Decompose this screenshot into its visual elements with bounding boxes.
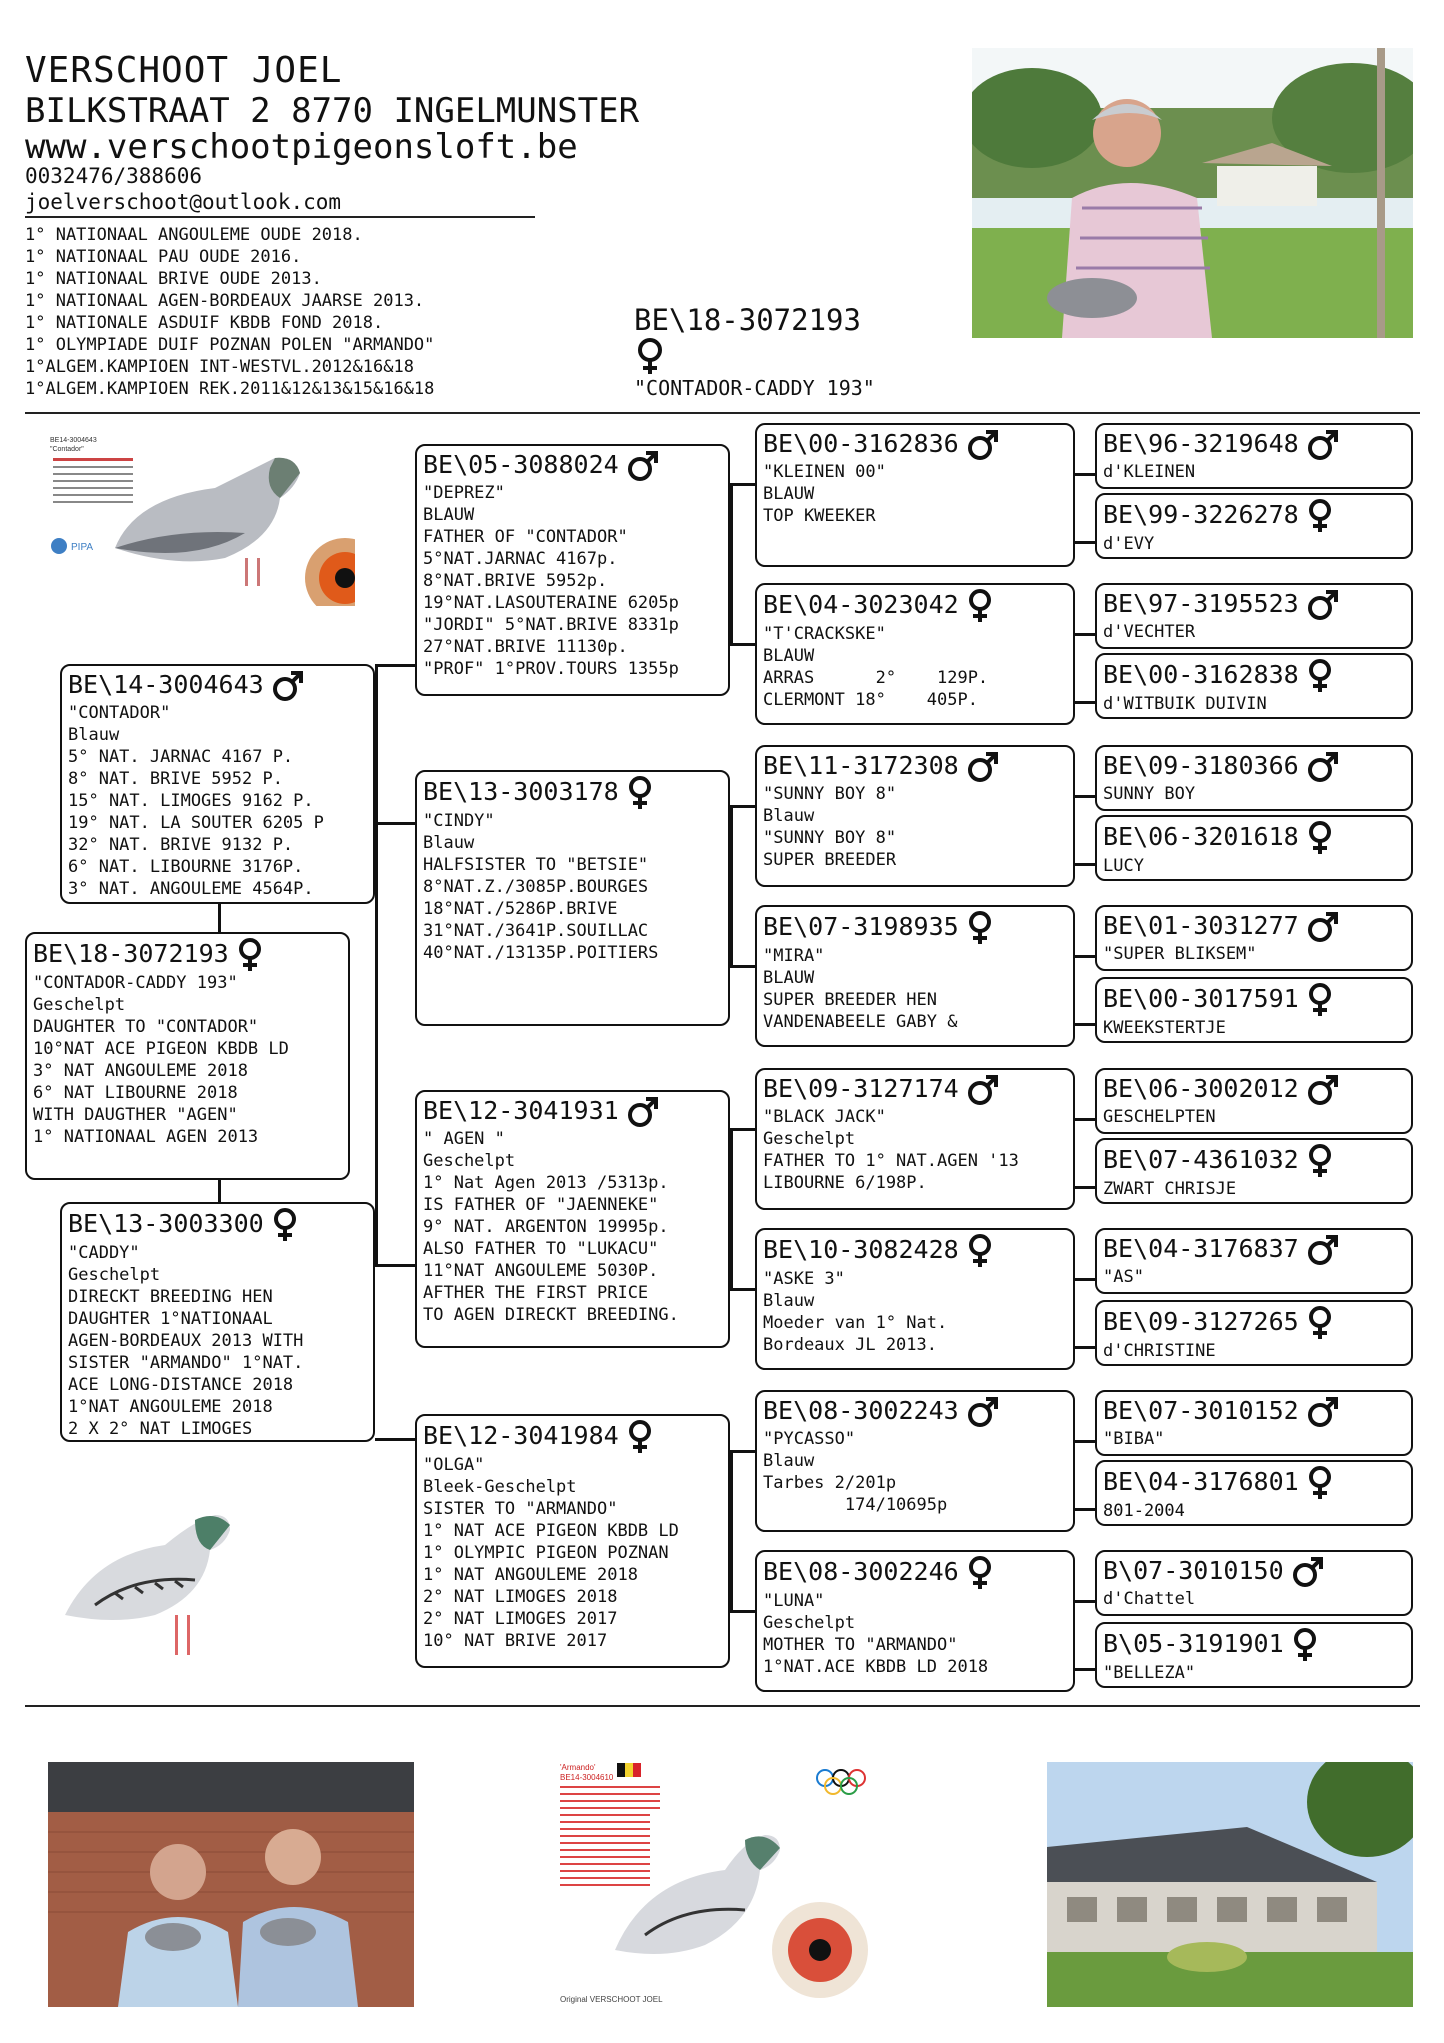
female-icon [264, 1209, 298, 1238]
ring-number: BE\04-3176801 [1103, 1467, 1299, 1496]
pedigree-line: VANDENABEELE GABY & [763, 1012, 958, 1032]
pedigree-line: 32° NAT. BRIVE 9132 P. [68, 835, 294, 855]
pedigree-line: SUPER BREEDER HEN [763, 990, 937, 1010]
male-icon [959, 1074, 999, 1103]
pedigree-line: Geschelpt [423, 1151, 516, 1171]
pedigree-line: 10° NAT BRIVE 2017 [423, 1631, 608, 1651]
pedigree-line: Moeder van 1° Nat. [763, 1313, 948, 1333]
pedigree-line: Geschelpt [763, 1129, 856, 1149]
pedigree-line: AGEN-BORDEAUX 2013 WITH [68, 1331, 304, 1351]
pedigree-box-gen3 [755, 905, 1075, 1047]
divider-bottom [25, 1705, 1420, 1707]
pedigree-box-gen4 [1095, 1300, 1413, 1366]
pedigree-line: WITH DAUGTHER "AGEN" [33, 1105, 238, 1125]
pedigree-line: 1° Nat Agen 2013 /5313p. [423, 1173, 669, 1193]
pedigree-line: "AS" [1103, 1267, 1144, 1287]
female-icon [959, 590, 993, 619]
pedigree-line: d'Chattel [1103, 1589, 1196, 1609]
pedigree-box-gen4 [1095, 1068, 1413, 1134]
armando-card-name: 'Armando' [560, 1763, 596, 1772]
female-icon [1299, 984, 1333, 1013]
male-icon [959, 429, 999, 458]
pedigree-line: 2° NAT LIMOGES 2018 [423, 1587, 618, 1607]
pedigree-line: 1° NATIONAAL AGEN 2013 [33, 1127, 259, 1147]
pedigree-box-dam [60, 1202, 375, 1442]
pedigree-line: BLAUW [763, 646, 815, 666]
pedigree-line: 1°NAT ANGOULEME 2018 [68, 1397, 273, 1417]
pedigree-box-gen4 [1095, 977, 1413, 1043]
pedigree-line: DIRECKT BREEDING HEN [68, 1287, 273, 1307]
pedigree-line: 8° NAT. BRIVE 5952 P. [68, 769, 283, 789]
pedigree-line: "OLGA" [423, 1455, 485, 1475]
male-icon [264, 670, 304, 699]
pedigree-line: 19° NAT. LA SOUTER 6205 P [68, 813, 324, 833]
ring-number: BE\10-3082428 [763, 1235, 959, 1264]
pedigree-line: TO AGEN DIRECKT BREEDING. [423, 1305, 679, 1325]
ring-number: BE\12-3041931 [423, 1096, 619, 1125]
ring-number: BE\07-4361032 [1103, 1145, 1299, 1174]
pedigree-box-gen3 [755, 745, 1075, 887]
pedigree-line: 9° NAT. ARGENTON 19995p. [423, 1217, 669, 1237]
ring-number: BE\14-3004643 [68, 670, 264, 699]
pedigree-box-gen3 [755, 423, 1075, 567]
pedigree-line: Bleek-Geschelpt [423, 1477, 577, 1497]
subject-name: "CONTADOR-CADDY 193" [634, 376, 875, 400]
ring-number: B\05-3191901 [1103, 1629, 1284, 1658]
female-icon [1299, 500, 1333, 529]
pedigree-box-sire [60, 664, 375, 904]
ring-number: BE\05-3088024 [423, 450, 619, 479]
pedigree-line: 18°NAT./5286P.BRIVE [423, 899, 618, 919]
pedigree-line: d'WITBUIK DUIVIN [1103, 694, 1267, 714]
pedigree-line: 1° NAT ANGOULEME 2018 [423, 1565, 638, 1585]
pedigree-line: "MIRA" [763, 946, 825, 966]
pedigree-line: "SUNNY BOY 8" [763, 828, 897, 848]
pedigree-line: 6° NAT. LIBOURNE 3176P. [68, 857, 304, 877]
card-ring-text: BE14-3004643 [50, 437, 97, 444]
female-icon [1299, 660, 1333, 689]
pedigree-box-gen4 [1095, 1550, 1413, 1616]
achievement-item: 1° NATIONAAL AGEN-BORDEAUX JAARSE 2013. [25, 291, 425, 311]
pedigree-line: HALFSISTER TO "BETSIE" [423, 855, 649, 875]
pedigree-box-gen4 [1095, 1622, 1413, 1688]
pedigree-box-gen4 [1095, 423, 1413, 489]
pedigree-line: MOTHER TO "ARMANDO" [763, 1635, 958, 1655]
pedigree-line: "JORDI" 5°NAT.BRIVE 8331p [423, 615, 679, 635]
pedigree-line: LUCY [1103, 856, 1144, 876]
pedigree-line: ALSO FATHER TO "LUKACU" [423, 1239, 659, 1259]
pedigree-box-gen4 [1095, 1138, 1413, 1204]
ring-number: BE\06-3201618 [1103, 822, 1299, 851]
pedigree-line: ACE LONG-DISTANCE 2018 [68, 1375, 294, 1395]
pedigree-line: SISTER TO "ARMANDO" [423, 1499, 618, 1519]
female-icon [959, 1235, 993, 1264]
male-icon [1284, 1556, 1324, 1585]
pedigree-line: d'CHRISTINE [1103, 1341, 1216, 1361]
pedigree-line: 174/10695p [763, 1495, 948, 1515]
pedigree-line: SISTER "ARMANDO" 1°NAT. [68, 1353, 304, 1373]
divider-top [25, 412, 1420, 414]
male-icon [619, 450, 659, 479]
card-name-text: "Contador" [50, 446, 84, 453]
pedigree-line: FATHER OF "CONTADOR" [423, 527, 628, 547]
breeder-email[interactable]: joelverschoot@outlook.com [25, 190, 342, 214]
achievements-list [25, 224, 434, 400]
male-icon [1299, 751, 1339, 780]
pedigree-line: 1° OLYMPIC PIGEON POZNAN [423, 1543, 669, 1563]
contador-photo-card [45, 428, 355, 606]
pedigree-line: "CONTADOR" [68, 703, 171, 723]
pedigree-line: BLAUW [763, 968, 815, 988]
pedigree-line: "CADDY" [68, 1243, 140, 1263]
pedigree-line: "T'CRACKSKE" [763, 624, 886, 644]
breeder-website[interactable]: www.verschootpigeonsloft.be [25, 127, 578, 167]
armando-pigeon-card [555, 1760, 885, 2010]
pedigree-line: DAUGHTER 1°NATIONAAL [68, 1309, 273, 1329]
pedigree-line: "LUNA" [763, 1591, 825, 1611]
pedigree-line: CLERMONT 18° 405P. [763, 690, 978, 710]
pedigree-line: Blauw [423, 833, 475, 853]
ring-number: BE\08-3002246 [763, 1557, 959, 1586]
ring-number: BE\04-3023042 [763, 590, 959, 619]
ring-number: BE\09-3127265 [1103, 1307, 1299, 1336]
female-icon [1299, 1467, 1333, 1496]
pedigree-box-gen2 [415, 444, 730, 696]
ring-number: BE\00-3162838 [1103, 660, 1299, 689]
achievement-item: 1° OLYMPIADE DUIF POZNAN POLEN "ARMANDO" [25, 335, 435, 355]
breeder-address: BILKSTRAAT 2 8770 INGELMUNSTER [25, 91, 640, 131]
ring-number: BE\13-3003300 [68, 1209, 264, 1238]
pedigree-line: Geschelpt [763, 1613, 856, 1633]
pedigree-box-gen3 [755, 1228, 1075, 1370]
male-icon [1299, 1074, 1339, 1103]
female-icon [959, 912, 993, 941]
pedigree-box-self [25, 932, 350, 1180]
achievement-item: 1°ALGEM.KAMPIOEN INT-WESTVL.2012&16&18 [25, 357, 414, 377]
pedigree-line: 801-2004 [1103, 1501, 1185, 1521]
pedigree-line: "KLEINEN 00" [763, 462, 886, 482]
pedigree-line: 11°NAT ANGOULEME 5030P. [423, 1261, 659, 1281]
breeder-name: VERSCHOOT JOEL [25, 50, 343, 91]
female-icon [1299, 1145, 1333, 1174]
ring-number: B\07-3010150 [1103, 1556, 1284, 1585]
pedigree-line: ZWART CHRISJE [1103, 1179, 1237, 1199]
pedigree-box-gen3 [755, 1550, 1075, 1692]
pedigree-line: "BELLEZA" [1103, 1663, 1196, 1683]
loft-building-photo [1047, 1762, 1413, 2007]
pedigree-line: "PROF" 1°PROV.TOURS 1355p [423, 659, 679, 679]
pedigree-box-gen2 [415, 770, 730, 1026]
pedigree-line: KWEEKSTERTJE [1103, 1018, 1226, 1038]
male-icon [959, 1396, 999, 1425]
pedigree-line: FATHER TO 1° NAT.AGEN '13 [763, 1151, 1019, 1171]
achievement-item: 1° NATIONALE ASDUIF KBDB FOND 2018. [25, 313, 384, 333]
subject-ring: BE\18-3072193 [634, 303, 861, 337]
pedigree-line: LIBOURNE 6/198P. [763, 1173, 927, 1193]
female-icon [619, 1421, 653, 1450]
pedigree-line: "BIBA" [1103, 1429, 1165, 1449]
pedigree-line: d'EVY [1103, 534, 1155, 554]
ring-number: BE\13-3003178 [423, 777, 619, 806]
pedigree-line: 6° NAT LIBOURNE 2018 [33, 1083, 238, 1103]
ring-number: BE\06-3002012 [1103, 1074, 1299, 1103]
pedigree-line: SUNNY BOY [1103, 784, 1196, 804]
breeder-phone: 0032476/388606 [25, 164, 203, 188]
pedigree-line: Blauw [68, 725, 120, 745]
ring-number: BE\07-3010152 [1103, 1396, 1299, 1425]
pedigree-line: BLAUW [423, 505, 475, 525]
pedigree-box-gen3 [755, 1068, 1075, 1210]
pedigree-line: 1°NAT.ACE KBDB LD 2018 [763, 1657, 989, 1677]
achievement-item: 1° NATIONAAL ANGOULEME OUDE 2018. [25, 225, 363, 245]
pedigree-line: 31°NAT./3641P.SOUILLAC [423, 921, 649, 941]
pedigree-line: "SUNNY BOY 8" [763, 784, 897, 804]
ring-number: BE\04-3176837 [1103, 1234, 1299, 1263]
pedigree-line: IS FATHER OF "JAENNEKE" [423, 1195, 659, 1215]
pedigree-line: TOP KWEEKER [763, 506, 876, 526]
ring-number: BE\08-3002243 [763, 1396, 959, 1425]
pedigree-line: Geschelpt [33, 995, 126, 1015]
pedigree-line: Bordeaux JL 2013. [763, 1335, 937, 1355]
male-icon [1299, 911, 1339, 940]
pedigree-line: GESCHELPTEN [1103, 1107, 1216, 1127]
pedigree-line: d'KLEINEN [1103, 462, 1196, 482]
pedigree-line: "CINDY" [423, 811, 495, 831]
pedigree-box-gen4 [1095, 815, 1413, 881]
pedigree-line: 3° NAT ANGOULEME 2018 [33, 1061, 248, 1081]
pedigree-line: 1° NAT ACE PIGEON KBDB LD [423, 1521, 679, 1541]
ring-number: BE\97-3195523 [1103, 589, 1299, 618]
ring-number: BE\07-3198935 [763, 912, 959, 941]
ring-number: BE\96-3219648 [1103, 429, 1299, 458]
pedigree-line: "BLACK JACK" [763, 1107, 886, 1127]
female-icon [619, 777, 653, 806]
female-icon [1299, 822, 1333, 851]
female-icon [959, 1557, 993, 1586]
breeders-loft-photo [48, 1762, 414, 2007]
pedigree-box-gen3 [755, 583, 1075, 725]
female-icon [229, 939, 263, 968]
pedigree-box-gen4 [1095, 1460, 1413, 1526]
pedigree-line: 2 X 2° NAT LIMOGES [68, 1419, 253, 1439]
pigeon-photo-olga [55, 1465, 245, 1675]
breeder-photo [972, 48, 1413, 338]
pedigree-line: "DEPREZ" [423, 483, 505, 503]
pedigree-line: SUPER BREEDER [763, 850, 897, 870]
pedigree-box-gen4 [1095, 1390, 1413, 1456]
pedigree-line: "SUPER BLIKSEM" [1103, 944, 1257, 964]
female-icon [1284, 1629, 1318, 1658]
pedigree-box-gen4 [1095, 493, 1413, 559]
pedigree-box-gen2 [415, 1090, 730, 1348]
pedigree-line: "ASKE 3" [763, 1269, 845, 1289]
male-icon [619, 1096, 659, 1125]
pedigree-line: Blauw [763, 806, 815, 826]
pedigree-line: 10°NAT ACE PIGEON KBDB LD [33, 1039, 289, 1059]
pedigree-line: Blauw [763, 1451, 815, 1471]
pedigree-line: ARRAS 2° 129P. [763, 668, 989, 688]
pedigree-box-gen4 [1095, 653, 1413, 719]
pedigree-box-gen4 [1095, 905, 1413, 971]
male-icon [1299, 429, 1339, 458]
pedigree-line: 40°NAT./13135P.POITIERS [423, 943, 659, 963]
female-icon [634, 337, 666, 379]
pedigree-box-gen4 [1095, 1228, 1413, 1294]
pedigree-line: 5° NAT. JARNAC 4167 P. [68, 747, 294, 767]
ring-number: BE\00-3162836 [763, 429, 959, 458]
male-icon [1299, 1234, 1339, 1263]
male-icon [959, 751, 999, 780]
female-icon [1299, 1307, 1333, 1336]
ring-number: BE\09-3180366 [1103, 751, 1299, 780]
pedigree-line: AFTHER THE FIRST PRICE [423, 1283, 649, 1303]
ring-number: BE\00-3017591 [1103, 984, 1299, 1013]
achievement-item: 1°ALGEM.KAMPIOEN REK.2011&12&13&15&16&18 [25, 379, 435, 399]
ring-number: BE\99-3226278 [1103, 500, 1299, 529]
pedigree-line: Blauw [763, 1291, 815, 1311]
armando-card-original: Original VERSCHOOT JOEL [560, 1995, 663, 2004]
pedigree-line: Tarbes 2/201p [763, 1473, 897, 1493]
pedigree-line: 27°NAT.BRIVE 11130p. [423, 637, 628, 657]
pipa-logo: PIPA [71, 542, 94, 553]
pedigree-line: 19°NAT.LASOUTERAINE 6205p [423, 593, 679, 613]
pedigree-box-gen4 [1095, 745, 1413, 811]
ring-number: BE\11-3172308 [763, 751, 959, 780]
pedigree-line: Geschelpt [68, 1265, 161, 1285]
pedigree-box-gen4 [1095, 583, 1413, 649]
pedigree-line: 5°NAT.JARNAC 4167p. [423, 549, 618, 569]
pedigree-line: d'VECHTER [1103, 622, 1196, 642]
armando-card-ring: BE14-3004610 [560, 1773, 614, 1782]
male-icon [1299, 1396, 1339, 1425]
header-underline [25, 216, 535, 218]
male-icon [1299, 589, 1339, 618]
pedigree-line: 8°NAT.Z./3085P.BOURGES [423, 877, 649, 897]
pedigree-line: "CONTADOR-CADDY 193" [33, 973, 238, 993]
pedigree-line: DAUGHTER TO "CONTADOR" [33, 1017, 259, 1037]
pedigree-line: " AGEN " [423, 1129, 505, 1149]
achievement-item: 1° NATIONAAL PAU OUDE 2016. [25, 247, 302, 267]
ring-number: BE\18-3072193 [33, 939, 229, 968]
pedigree-line: 15° NAT. LIMOGES 9162 P. [68, 791, 314, 811]
pedigree-line: 3° NAT. ANGOULEME 4564P. [68, 879, 314, 899]
pedigree-line: 2° NAT LIMOGES 2017 [423, 1609, 618, 1629]
ring-number: BE\09-3127174 [763, 1074, 959, 1103]
pedigree-line: "PYCASSO" [763, 1429, 856, 1449]
ring-number: BE\12-3041984 [423, 1421, 619, 1450]
ring-number: BE\01-3031277 [1103, 911, 1299, 940]
pedigree-box-gen3 [755, 1390, 1075, 1532]
pedigree-line: 8°NAT.BRIVE 5952p. [423, 571, 608, 591]
pedigree-line: BLAUW [763, 484, 815, 504]
achievement-item: 1° NATIONAAL BRIVE OUDE 2013. [25, 269, 322, 289]
pedigree-box-gen2 [415, 1414, 730, 1668]
